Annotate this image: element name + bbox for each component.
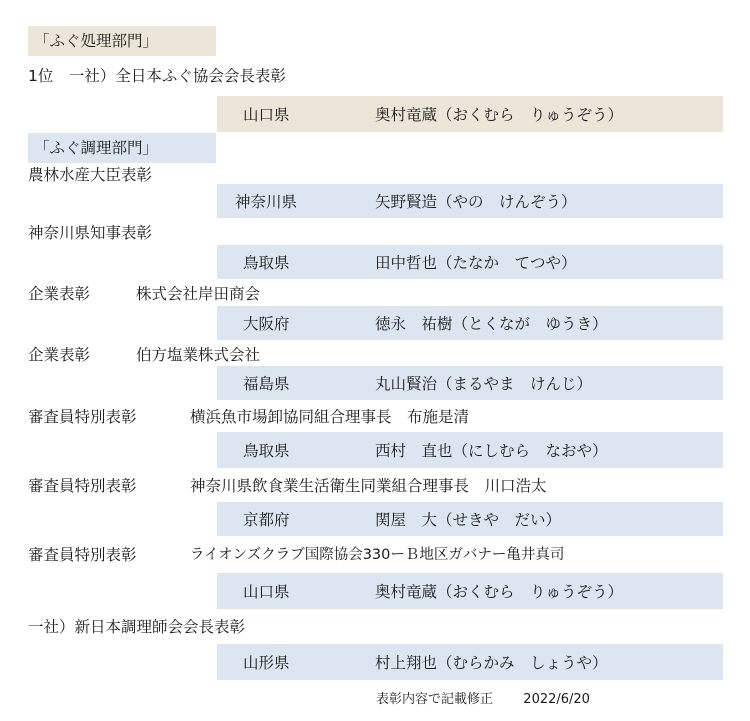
winner-name: 徳永 祐樹（とくなが ゆうき）: [375, 315, 608, 333]
award-title-text: 農林水産大臣表彰: [28, 166, 153, 184]
winner-name: 矢野賢造（やの けんぞう）: [375, 193, 577, 211]
award-title-text: 企業表彰: [28, 346, 91, 364]
winner-prefecture: 福島県: [243, 375, 290, 393]
winner-row: [217, 306, 723, 340]
winner-row: [217, 245, 723, 279]
winner-name: 奥村竜蔵（おくむら りゅうぞう）: [375, 583, 624, 601]
award-title: [28, 282, 261, 304]
section-label-cooking: [28, 133, 216, 163]
award-organization: 神奈川県飲食業生活衛生同業組合理事長 川口浩太: [190, 477, 547, 495]
winner-row: [217, 96, 723, 132]
award-title-text: 審査員特別表彰: [28, 408, 137, 426]
winner-name: 丸山賢治（まるやま けんじ）: [375, 375, 593, 393]
award-title-text: 神奈川県知事表彰: [28, 224, 153, 242]
winner-row: [217, 644, 723, 680]
winner-prefecture: 山口県: [243, 106, 290, 124]
award-title: [28, 615, 245, 637]
winner-name: 関屋 大（せきや だい）: [375, 511, 562, 529]
winner-prefecture: 山形県: [243, 654, 290, 672]
award-title-text: 一社）新日本調理師会会長表彰: [28, 618, 246, 636]
award-organization: ライオンズクラブ国際協会330ーＢ地区ガバナー亀井真司: [190, 547, 565, 563]
revision-date: 2022/6/20: [523, 692, 590, 707]
revision-note-text: 表彰内容で記載修正: [376, 692, 494, 707]
award-title-text: 審査員特別表彰: [28, 546, 137, 564]
award-organization: 横浜魚市場卸協同組合理事長 布施是清: [190, 408, 470, 426]
award-title: [28, 474, 547, 496]
section-label-processing: [28, 26, 216, 56]
award-organization: 株式会社岸田商会: [136, 285, 261, 303]
winner-prefecture: 鳥取県: [243, 442, 290, 460]
award-title-text: 1位 一社）全日本ふぐ協会会長表彰: [28, 67, 286, 85]
award-title: [28, 64, 286, 86]
winner-row: [217, 573, 723, 609]
winner-prefecture: 京都府: [243, 511, 290, 529]
section-label-text: 「ふぐ処理部門」: [34, 32, 159, 50]
winner-row: [217, 366, 723, 400]
award-title: [28, 163, 152, 185]
winner-prefecture: 鳥取県: [243, 254, 290, 272]
award-organization: 伯方塩業株式会社: [136, 346, 261, 364]
award-title-text: 企業表彰: [28, 285, 91, 303]
winner-row: [217, 432, 723, 468]
winner-name: 奥村竜蔵（おくむら りゅうぞう）: [375, 106, 624, 124]
winner-prefecture: 神奈川県: [235, 193, 298, 211]
winner-name: 村上翔也（むらかみ しょうや）: [375, 654, 608, 672]
winner-prefecture: 大阪府: [243, 315, 290, 333]
winner-name: 西村 直也（にしむら なおや）: [375, 442, 608, 460]
winner-row: [217, 502, 723, 536]
winner-name: 田中哲也（たなか てつや）: [375, 254, 577, 272]
award-title: [28, 405, 470, 427]
section-label-text: 「ふぐ調理部門」: [34, 139, 159, 157]
winner-row: [217, 184, 723, 218]
award-title-text: 審査員特別表彰: [28, 477, 137, 495]
award-title: [28, 221, 152, 243]
revision-note: [376, 688, 590, 707]
winner-prefecture: 山口県: [243, 583, 290, 601]
award-title: [28, 543, 565, 565]
award-title: [28, 343, 261, 365]
